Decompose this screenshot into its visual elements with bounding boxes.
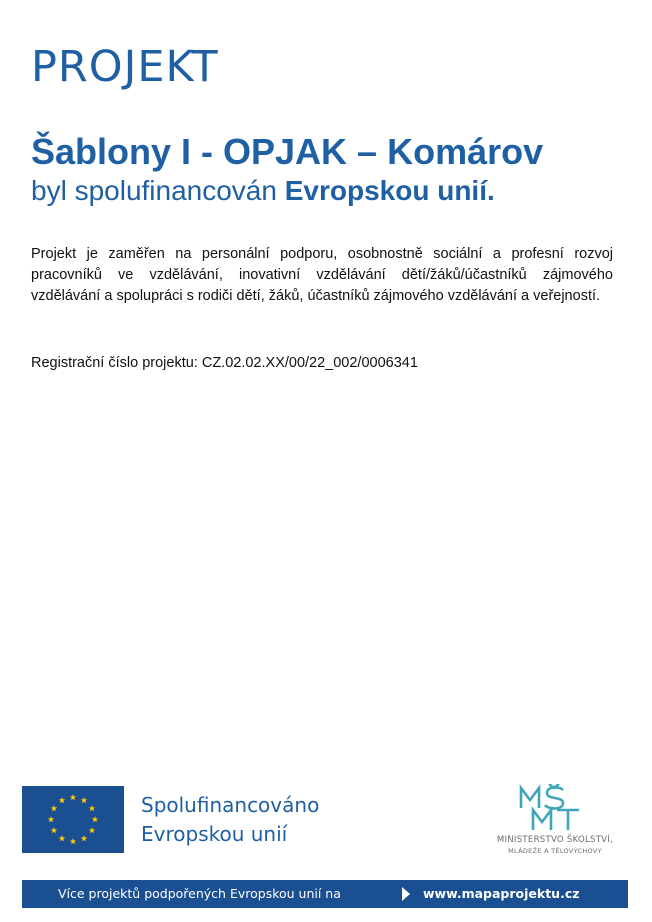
eu-text-line1: Spolufinancováno: [141, 793, 320, 817]
msmt-letter-m2: [533, 810, 551, 830]
project-subtitle: [31, 176, 495, 207]
eu-text-line2: Evropskou unií: [141, 822, 288, 846]
subtitle-emphasis: Evropskou unií.: [284, 175, 495, 206]
msmt-letter-m1: [521, 788, 539, 808]
msmt-caption: [470, 835, 640, 857]
play-arrow-icon: [401, 886, 411, 902]
msmt-logo-icon: [515, 784, 591, 832]
mapaprojektu-link[interactable]: www.mapaprojektu.cz: [423, 886, 580, 901]
subtitle-prefix: byl spolufinancován: [31, 175, 285, 206]
project-title: Šablony I - OPJAK – Komárov: [31, 131, 544, 172]
eu-cofinanced-text: [141, 791, 319, 849]
project-description: Projekt je zaměřen na personální podporu, osobnostně sociální a profesní rozvoj pracovníků ve vzdělávání, inovativní vzdělávání dětí/žáků/účastníků zájmového vzdělávání a spolupráci s rodiči dětí, žáků, účastníků zájmového vzdělávání a veřejností.: [31, 246, 613, 304]
eu-flag-icon: [22, 786, 124, 853]
msmt-caption-line2: MLÁDEŽE A TĚLOVÝCHOVY: [508, 847, 602, 855]
footer-text: Více projektů podpořených Evropskou unií na: [58, 886, 341, 901]
page-heading: PROJEKT: [31, 42, 219, 92]
registration-number: Registrační číslo projektu: CZ.02.02.XX/00/22_002/0006341: [31, 355, 418, 371]
msmt-letter-t: [557, 810, 579, 830]
msmt-letter-s: [545, 787, 563, 808]
msmt-caption-line1: MINISTERSTVO ŠKOLSTVÍ,: [496, 835, 614, 845]
